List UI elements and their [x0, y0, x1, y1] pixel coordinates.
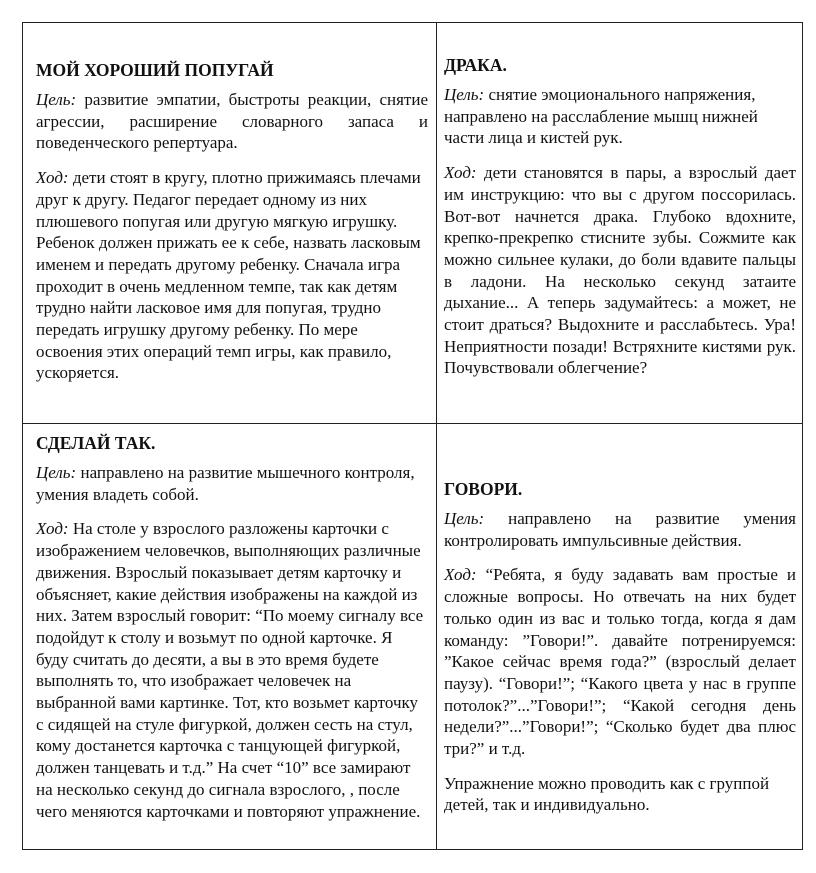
speak-goal-text: направлено на развитие умения контролировать импульсивные действия. [444, 509, 796, 550]
parrot-goal [36, 89, 428, 154]
parrot-title: МОЙ ХОРОШИЙ ПОПУГАЙ [36, 60, 274, 80]
do-so-title: СДЕЛАЙ ТАК. [36, 433, 156, 453]
do-so-goal-text: направлено на развитие мышечного контроля, умения владеть собой. [36, 463, 415, 504]
row-divider [23, 423, 802, 424]
speak-title: ГОВОРИ. [444, 479, 523, 499]
do-so-goal [36, 462, 428, 505]
parrot-course [36, 167, 428, 384]
speak-goal-label: Цель: [444, 509, 485, 528]
parrot-course-label: Ход: [36, 168, 69, 188]
do-so-course [36, 518, 428, 822]
parrot-goal-text: развитие эмпатии, быстроты реакции, снятие агрессии, расширение словарного запаса и поведенческого репертуара. [36, 90, 428, 153]
column-divider [436, 23, 437, 849]
do-so-course-label: Ход: [36, 519, 69, 539]
cell-fight [444, 54, 796, 392]
cell-do-so [36, 432, 428, 835]
fight-goal [444, 84, 796, 149]
fight-goal-label: Цель: [444, 85, 485, 104]
fight-goal-text: снятие эмоционального напряжения, направлено на расслабление мышц нижней части лица и кистей рук. [444, 85, 758, 148]
do-so-goal-label: Цель: [36, 463, 77, 482]
parrot-goal-label: Цель: [36, 90, 77, 109]
speak-course [444, 564, 796, 759]
speak-course-text: “Ребята, я буду задавать вам простые и сложные вопросы. Но отвечать на них будет только один из вас и только тогда, когда я дам команду: ”Говори!”. давайте потренируемся: ”Какое сейчас время года?” (взрослый делает паузу). “Говори!”; “Какого цвета у нас в группе потолок?”...”Говори!”; “Какой сегодня день недели?”...”Говори!”; “Сколько будет два плюс три?” и т.д. [444, 565, 796, 759]
speak-note: Упражнение можно проводить как с группой детей, так и индивидуально. [444, 773, 770, 815]
speak-goal [444, 508, 796, 551]
fight-course-label: Ход: [444, 163, 477, 183]
cell-parrot [36, 59, 428, 397]
cell-speak [444, 478, 796, 829]
exercise-table [22, 22, 803, 850]
parrot-course-text: дети стоят в кругу, плотно прижимаясь плечами друг к другу. Педагог передает одному из них плюшевого попугая или другую мягкую игрушку. Ребенок должен прижать ее к себе, назвать ласковым именем и передать другому ребенку. Сначала игра проходит в очень медленном темпе, так как детям трудно найти ласковое имя для попугая, трудно передать игрушку другому ребенку. По мере освоения этих операций темп игры, как правило, ускоряется. [36, 168, 421, 383]
do-so-course-text: На столе у взрослого разложены карточки с изображением человечков, выполняющих различные движения. Взрослый показывает детям карточку и объясняет, какие действия изображены на каждой из них. Затем взрослый говорит: “По моему сигналу все подойдут к столу и возьмут по одной карточке. Я буду считать до десяти, а вы в это время будете выполнять то, что изображает человечек на выбранной вами картинке. Тот, кто возьмет карточку с сидящей на стуле фигуркой, должен сесть на стул, кому достанется карточка с танцующей фигуркой, должен танцевать и т.д.” На счет “10” все замирают на несколько секунд до сигнала взрослого, , после чего меняются карточками и повторяют упражнение. [36, 519, 424, 821]
fight-title: ДРАКА. [444, 55, 507, 75]
fight-course-text: дети становятся в пары, а взрослый дает им инструкцию: что вы с другом поссорилась. Вот-вот начнется драка. Глубоко вдохните, крепко-прекрепко стисните зубы. Сожмите как можно сильнее кулаки, до боли вдавите пальцы в ладони. На несколько секунд затаите дыхание... А теперь задумайтесь: а может, не стоит драться? Выдохните и расслабьтесь. Ура! Неприятности позади! Встряхните кистями рук. Почувствовали облегчение? [444, 163, 796, 378]
speak-course-label: Ход: [444, 565, 477, 585]
fight-course [444, 162, 796, 379]
